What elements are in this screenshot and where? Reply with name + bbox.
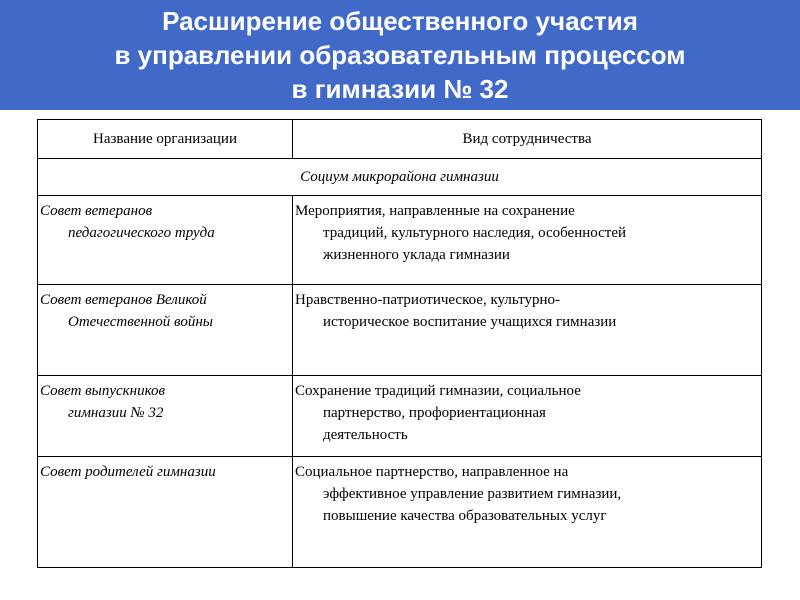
cooperation-text-line: повышение качества образовательных услуг xyxy=(323,508,607,524)
organization-name-line: Совет выпускников xyxy=(40,383,166,399)
organization-name-line: гимназии № 32 xyxy=(68,405,164,421)
organization-cell xyxy=(38,196,293,285)
title-banner xyxy=(0,0,800,110)
header-organization: Название организации xyxy=(38,120,293,159)
organization-name-line: Отечественной войны xyxy=(68,314,213,330)
cooperation-cell xyxy=(293,196,762,285)
cooperation-text-line: Социальное партнерство, направленное на xyxy=(295,464,569,480)
cooperation-table xyxy=(37,119,762,568)
organization-name-line: Совет родителей гимназии xyxy=(40,464,216,480)
title-line-1: Расширение общественного участия xyxy=(162,6,638,36)
organization-name-line: Совет ветеранов Великой xyxy=(40,292,207,308)
table-row xyxy=(38,376,762,457)
organization-cell xyxy=(38,285,293,376)
section-row xyxy=(38,159,762,196)
cooperation-text-line: деятельность xyxy=(323,427,408,443)
organization-name-line: Совет ветеранов xyxy=(40,203,153,219)
cooperation-cell xyxy=(293,285,762,376)
title-line-2: в управлении образовательным процессом xyxy=(114,40,686,70)
organization-cell xyxy=(38,376,293,457)
table-header-row xyxy=(38,120,762,159)
organization-name-line: педагогического труда xyxy=(68,225,215,241)
table-row xyxy=(38,196,762,285)
header-cooperation: Вид сотрудничества xyxy=(293,120,762,159)
cooperation-text-line: эффективное управление развитием гимназии, xyxy=(323,486,622,502)
cooperation-text-line: жизненного уклада гимназии xyxy=(323,247,510,263)
cooperation-cell xyxy=(293,376,762,457)
organization-cell xyxy=(38,457,293,568)
cooperation-text-line: Нравственно-патриотическое, культурно- xyxy=(295,292,560,308)
cooperation-cell xyxy=(293,457,762,568)
table-row xyxy=(38,285,762,376)
cooperation-text-line: историческое воспитание учащихся гимназии xyxy=(323,314,617,330)
cooperation-text-line: Сохранение традиций гимназии, социальное xyxy=(295,383,581,399)
section-title: Социум микрорайона гимназии xyxy=(38,159,762,196)
table-row xyxy=(38,457,762,568)
cooperation-text-line: партнерство, профориентационная xyxy=(323,405,546,421)
cooperation-text-line: традиций, культурного наследия, особенностей xyxy=(323,225,627,241)
cooperation-text-line: Мероприятия, направленные на сохранение xyxy=(295,203,575,219)
title-line-3: в гимназии № 32 xyxy=(291,74,509,104)
